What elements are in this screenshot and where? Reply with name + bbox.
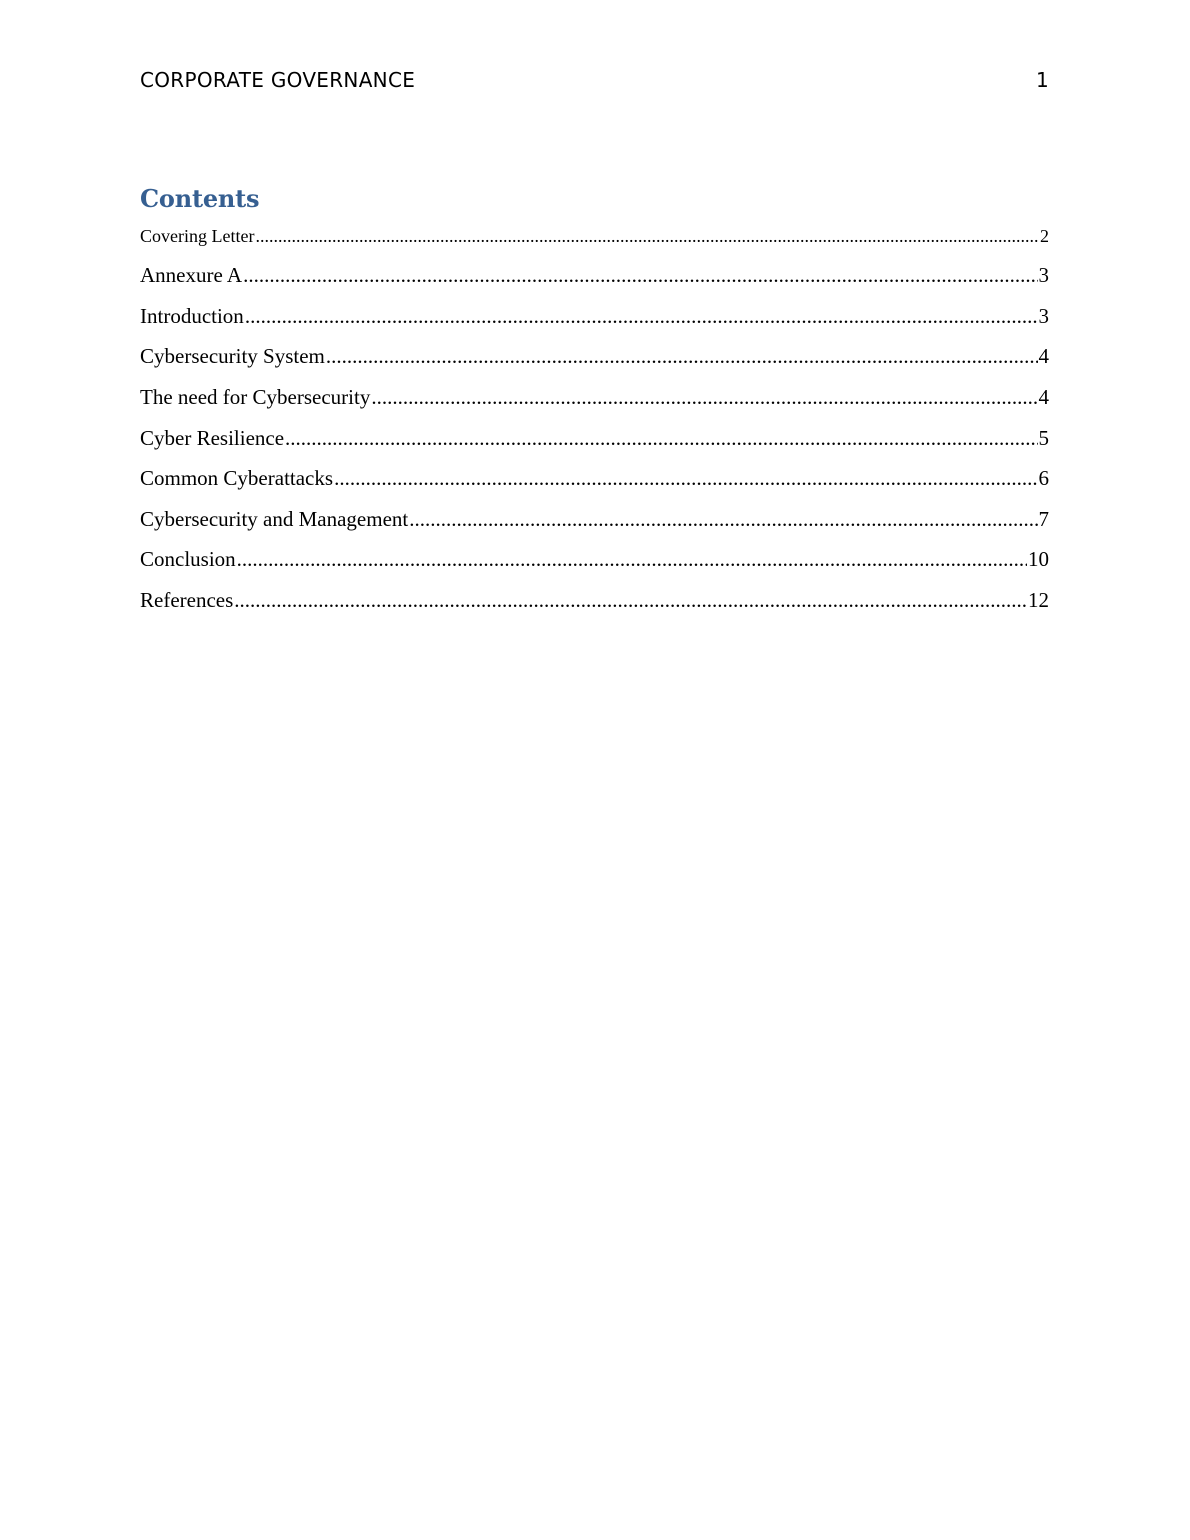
toc-dot-leader: [326, 344, 1038, 369]
toc-entry-page: 3: [1038, 304, 1049, 328]
toc-dot-leader: [234, 588, 1027, 613]
toc-entry-page: 2: [1040, 226, 1049, 246]
toc-entry-label: Cybersecurity and Management: [140, 507, 409, 531]
toc-entry-label: References: [140, 588, 234, 612]
toc-entry-cybersecurity-and-management[interactable]: [140, 507, 1049, 532]
toc-entry-label: Covering Letter: [140, 226, 255, 246]
toc-entry-covering-letter[interactable]: [140, 226, 1049, 247]
toc-entry-conclusion[interactable]: [140, 547, 1049, 572]
toc-entry-label: The need for Cybersecurity: [140, 385, 371, 409]
toc-entry-page: 3: [1038, 263, 1049, 287]
toc-dot-leader: [285, 426, 1037, 451]
toc-dot-leader: [255, 226, 1039, 247]
toc-dot-leader: [371, 385, 1037, 410]
toc-entry-page: 7: [1038, 507, 1049, 531]
toc-entry-common-cyberattacks[interactable]: [140, 466, 1049, 491]
contents-heading: Contents: [140, 184, 260, 213]
toc-entry-page: 6: [1038, 466, 1049, 490]
toc-dot-leader: [409, 507, 1037, 532]
toc-dot-leader: [334, 466, 1037, 491]
toc-entry-page: 4: [1038, 344, 1049, 368]
toc-dot-leader: [243, 263, 1037, 288]
toc-dot-leader: [245, 304, 1038, 329]
header-page-number: 1: [1035, 68, 1049, 92]
toc-entry-page: 4: [1038, 385, 1049, 409]
toc-entry-need-for-cybersecurity[interactable]: [140, 385, 1049, 410]
toc-entry-cyber-resilience[interactable]: [140, 426, 1049, 451]
toc-entry-page: 12: [1028, 588, 1049, 612]
toc-entry-label: Common Cyberattacks: [140, 466, 334, 490]
toc-entry-cybersecurity-system[interactable]: [140, 344, 1049, 369]
page-header: [140, 68, 1049, 92]
toc-entry-label: Introduction: [140, 304, 244, 328]
header-title: CORPORATE GOVERNANCE: [140, 68, 416, 92]
toc-entry-page: 10: [1028, 547, 1049, 571]
toc-dot-leader: [237, 547, 1027, 572]
toc-entry-annexure-a[interactable]: [140, 263, 1049, 288]
toc-entry-page: 5: [1038, 426, 1049, 450]
toc-entry-introduction[interactable]: [140, 304, 1049, 329]
toc-entry-references[interactable]: [140, 588, 1049, 613]
toc-entry-label: Cyber Resilience: [140, 426, 285, 450]
toc-entry-label: Conclusion: [140, 547, 236, 571]
toc-entry-label: Annexure A: [140, 263, 243, 287]
toc-entry-label: Cybersecurity System: [140, 344, 325, 368]
